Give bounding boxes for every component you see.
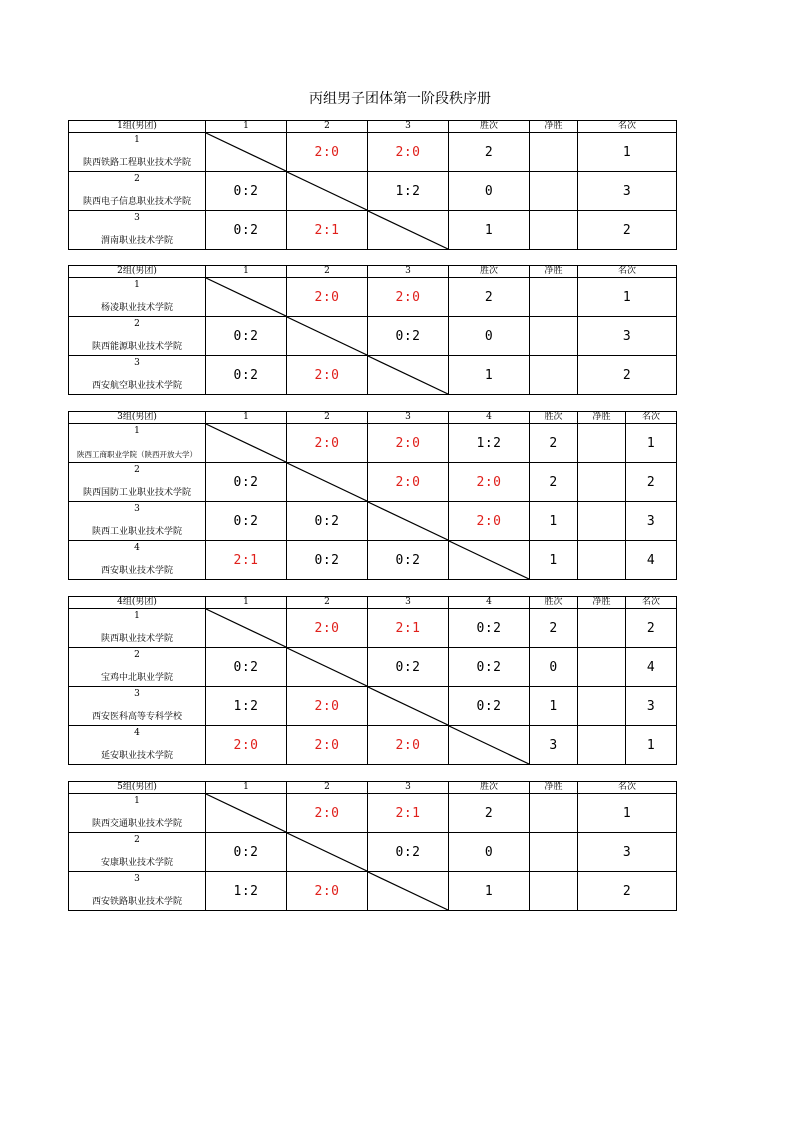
score-cell: 0:2	[206, 463, 287, 502]
diagonal-line	[206, 609, 286, 647]
group-header-row	[69, 121, 677, 133]
team-cell	[69, 463, 206, 502]
team-number: 2	[134, 835, 140, 845]
team-number: 2	[134, 465, 140, 475]
team-number: 1	[134, 280, 140, 290]
team-cell	[69, 541, 206, 580]
diagonal-line	[287, 463, 367, 501]
column-header: 2	[287, 266, 368, 278]
score-cell: 1:2	[206, 872, 287, 911]
group-table	[68, 781, 677, 911]
score-cell: 0:2	[206, 502, 287, 541]
team-cell	[69, 872, 206, 911]
column-header: 2	[287, 121, 368, 133]
diagonal-line	[368, 687, 448, 725]
rank-header: 名次	[578, 782, 677, 794]
team-cell	[69, 278, 206, 317]
wins-header: 胜次	[449, 266, 530, 278]
table-row	[69, 541, 677, 580]
score-cell: 0:2	[449, 609, 530, 648]
group-header-row	[69, 782, 677, 794]
rank-cell: 2	[578, 211, 677, 250]
team-cell	[69, 172, 206, 211]
rank-cell: 1	[626, 424, 677, 463]
score-cell: 2:0	[206, 726, 287, 765]
net-cell	[578, 609, 626, 648]
team-name: 宝鸡中北职业学院	[100, 673, 173, 683]
rank-cell: 3	[578, 172, 677, 211]
team-cell	[69, 609, 206, 648]
team-number: 4	[134, 543, 140, 553]
score-cell: 0:2	[368, 541, 449, 580]
rank-cell: 1	[578, 794, 677, 833]
wins-cell: 0	[449, 833, 530, 872]
column-header: 2	[287, 597, 368, 609]
score-cell: 2:0	[287, 794, 368, 833]
wins-header: 胜次	[449, 782, 530, 794]
table-row	[69, 687, 677, 726]
diagonal-cell	[287, 463, 368, 502]
team-cell	[69, 687, 206, 726]
group-label: 4组(男团)	[69, 597, 206, 609]
diagonal-line	[287, 833, 367, 871]
diagonal-cell	[206, 133, 287, 172]
score-cell: 0:2	[287, 541, 368, 580]
score-cell: 0:2	[449, 648, 530, 687]
team-cell	[69, 502, 206, 541]
rank-cell: 2	[626, 463, 677, 502]
diagonal-line	[368, 211, 448, 249]
column-header: 1	[206, 266, 287, 278]
score-cell: 2:0	[287, 278, 368, 317]
score-cell: 2:0	[287, 872, 368, 911]
table-row	[69, 463, 677, 502]
team-number: 2	[134, 650, 140, 660]
team-name: 延安职业技术学院	[100, 751, 173, 761]
net-cell	[578, 463, 626, 502]
team-number: 4	[134, 728, 140, 738]
table-row	[69, 172, 677, 211]
table-row	[69, 424, 677, 463]
team-number: 1	[134, 426, 140, 436]
group-label: 1组(男团)	[69, 121, 206, 133]
score-cell: 0:2	[206, 211, 287, 250]
team-number: 1	[134, 135, 140, 145]
column-header: 2	[287, 782, 368, 794]
net-cell	[530, 794, 578, 833]
score-cell: 2:0	[449, 502, 530, 541]
group-table	[68, 265, 677, 395]
team-number: 3	[134, 689, 140, 699]
wins-cell: 1	[449, 211, 530, 250]
team-number: 3	[134, 874, 140, 884]
table-row	[69, 872, 677, 911]
wins-header: 胜次	[530, 597, 578, 609]
net-cell	[578, 726, 626, 765]
rank-cell: 2	[578, 356, 677, 395]
diagonal-line	[368, 502, 448, 540]
score-cell: 2:1	[368, 794, 449, 833]
net-cell	[530, 133, 578, 172]
team-name: 西安职业技术学院	[100, 566, 173, 576]
team-number: 2	[134, 319, 140, 329]
column-header: 3	[368, 597, 449, 609]
wins-cell: 2	[530, 463, 578, 502]
score-cell: 1:2	[206, 687, 287, 726]
score-cell: 0:2	[368, 833, 449, 872]
net-cell	[578, 648, 626, 687]
score-cell: 2:1	[368, 609, 449, 648]
score-cell: 0:2	[449, 687, 530, 726]
wins-cell: 1	[530, 687, 578, 726]
rank-header: 名次	[626, 412, 677, 424]
team-name: 西安医科高等专科学校	[91, 712, 182, 722]
team-cell	[69, 356, 206, 395]
team-number: 1	[134, 611, 140, 621]
team-number: 2	[134, 174, 140, 184]
group-table	[68, 120, 677, 250]
group-label: 5组(男团)	[69, 782, 206, 794]
score-cell: 2:0	[287, 687, 368, 726]
rank-cell: 4	[626, 648, 677, 687]
column-header: 1	[206, 597, 287, 609]
score-cell: 2:0	[449, 463, 530, 502]
rank-cell: 3	[626, 502, 677, 541]
team-name: 杨凌职业技术学院	[100, 303, 173, 313]
net-cell	[530, 211, 578, 250]
rank-cell: 1	[578, 133, 677, 172]
rank-cell: 1	[578, 278, 677, 317]
diagonal-cell	[368, 502, 449, 541]
table-row	[69, 356, 677, 395]
wins-cell: 2	[449, 133, 530, 172]
diagonal-cell	[206, 794, 287, 833]
diagonal-line	[206, 133, 286, 171]
wins-cell: 1	[449, 872, 530, 911]
diagonal-cell	[368, 687, 449, 726]
score-cell: 2:0	[287, 424, 368, 463]
diagonal-cell	[368, 211, 449, 250]
diagonal-cell	[206, 278, 287, 317]
score-cell: 1:2	[368, 172, 449, 211]
diagonal-line	[368, 356, 448, 394]
rank-cell: 2	[578, 872, 677, 911]
group-header-row	[69, 597, 677, 609]
wins-cell: 2	[530, 609, 578, 648]
team-name: 渭南职业技术学院	[100, 236, 173, 246]
group-label: 2组(男团)	[69, 266, 206, 278]
net-cell	[530, 317, 578, 356]
team-number: 3	[134, 358, 140, 368]
net-header: 净胜	[578, 597, 626, 609]
score-cell: 2:0	[368, 726, 449, 765]
table-row	[69, 133, 677, 172]
diagonal-line	[449, 726, 529, 764]
column-header: 1	[206, 782, 287, 794]
column-header: 1	[206, 412, 287, 424]
rank-cell: 3	[626, 687, 677, 726]
score-cell: 0:2	[206, 356, 287, 395]
team-name: 陕西工业职业技术学院	[91, 527, 182, 537]
wins-cell: 2	[449, 278, 530, 317]
score-cell: 2:0	[287, 609, 368, 648]
table-row	[69, 726, 677, 765]
rank-header: 名次	[626, 597, 677, 609]
table-row	[69, 502, 677, 541]
rank-cell: 4	[626, 541, 677, 580]
diagonal-cell	[287, 317, 368, 356]
group-header-row	[69, 412, 677, 424]
diagonal-line	[206, 424, 286, 462]
net-header: 净胜	[530, 266, 578, 278]
wins-cell: 0	[530, 648, 578, 687]
net-cell	[530, 356, 578, 395]
wins-header: 胜次	[530, 412, 578, 424]
net-cell	[578, 687, 626, 726]
score-cell: 0:2	[287, 502, 368, 541]
diagonal-line	[206, 278, 286, 316]
column-header: 1	[206, 121, 287, 133]
diagonal-cell	[449, 541, 530, 580]
team-number: 3	[134, 504, 140, 514]
team-cell	[69, 794, 206, 833]
score-cell: 2:0	[368, 278, 449, 317]
diagonal-cell	[287, 172, 368, 211]
score-cell: 2:0	[287, 356, 368, 395]
diagonal-line	[449, 541, 529, 579]
column-header: 3	[368, 266, 449, 278]
team-cell	[69, 424, 206, 463]
diagonal-cell	[287, 648, 368, 687]
score-cell: 0:2	[206, 172, 287, 211]
net-cell	[530, 172, 578, 211]
table-row	[69, 648, 677, 687]
table-row	[69, 609, 677, 648]
wins-cell: 0	[449, 317, 530, 356]
wins-header: 胜次	[449, 121, 530, 133]
team-cell	[69, 211, 206, 250]
score-cell: 1:2	[449, 424, 530, 463]
column-header: 2	[287, 412, 368, 424]
diagonal-cell	[368, 356, 449, 395]
diagonal-cell	[287, 833, 368, 872]
net-header: 净胜	[530, 782, 578, 794]
team-name: 西安铁路职业技术学院	[91, 897, 182, 907]
rank-cell: 1	[626, 726, 677, 765]
team-number: 3	[134, 213, 140, 223]
rank-header: 名次	[578, 121, 677, 133]
net-header: 净胜	[530, 121, 578, 133]
team-name: 陕西职业技术学院	[100, 634, 173, 644]
team-cell	[69, 133, 206, 172]
column-header: 3	[368, 412, 449, 424]
diagonal-line	[206, 794, 286, 832]
wins-cell: 3	[530, 726, 578, 765]
table-row	[69, 794, 677, 833]
column-header: 3	[368, 782, 449, 794]
group-label: 3组(男团)	[69, 412, 206, 424]
wins-cell: 0	[449, 172, 530, 211]
table-row	[69, 317, 677, 356]
net-cell	[578, 541, 626, 580]
score-cell: 0:2	[368, 648, 449, 687]
team-name: 安康职业技术学院	[100, 858, 173, 868]
score-cell: 0:2	[206, 317, 287, 356]
wins-cell: 1	[530, 541, 578, 580]
score-cell: 0:2	[206, 833, 287, 872]
diagonal-cell	[449, 726, 530, 765]
diagonal-line	[287, 317, 367, 355]
table-row	[69, 211, 677, 250]
wins-cell: 2	[449, 794, 530, 833]
net-cell	[578, 502, 626, 541]
team-name: 陕西交通职业技术学院	[91, 819, 182, 829]
team-name: 陕西能源职业技术学院	[91, 342, 182, 352]
column-header: 4	[449, 597, 530, 609]
rank-cell: 2	[626, 609, 677, 648]
team-cell	[69, 317, 206, 356]
team-name: 陕西国防工业职业技术学院	[82, 488, 191, 498]
score-cell: 0:2	[368, 317, 449, 356]
score-cell: 2:0	[287, 726, 368, 765]
net-cell	[530, 833, 578, 872]
rank-cell: 3	[578, 317, 677, 356]
diagonal-line	[368, 872, 448, 910]
team-cell	[69, 833, 206, 872]
team-name: 陕西铁路工程职业技术学院	[82, 158, 191, 168]
team-name: 陕西电子信息职业技术学院	[82, 197, 191, 207]
score-cell: 2:0	[368, 463, 449, 502]
net-cell	[530, 278, 578, 317]
team-cell	[69, 726, 206, 765]
score-cell: 2:0	[368, 424, 449, 463]
diagonal-cell	[206, 609, 287, 648]
net-header: 净胜	[578, 412, 626, 424]
team-name: 西安航空职业技术学院	[91, 381, 182, 391]
score-cell: 2:0	[368, 133, 449, 172]
score-cell: 0:2	[206, 648, 287, 687]
diagonal-line	[287, 172, 367, 210]
net-cell	[530, 872, 578, 911]
wins-cell: 1	[449, 356, 530, 395]
column-header: 3	[368, 121, 449, 133]
table-row	[69, 278, 677, 317]
team-cell	[69, 648, 206, 687]
diagonal-line	[287, 648, 367, 686]
net-cell	[578, 424, 626, 463]
group-table	[68, 596, 677, 765]
rank-cell: 3	[578, 833, 677, 872]
group-header-row	[69, 266, 677, 278]
group-table	[68, 411, 677, 580]
score-cell: 2:0	[287, 133, 368, 172]
diagonal-cell	[206, 424, 287, 463]
page-title: 丙组男子团体第一阶段秩序册	[309, 91, 491, 107]
rank-header: 名次	[578, 266, 677, 278]
column-header: 4	[449, 412, 530, 424]
score-cell: 2:1	[206, 541, 287, 580]
wins-cell: 2	[530, 424, 578, 463]
score-cell: 2:1	[287, 211, 368, 250]
team-name: 陕西工商职业学院（陕西开放大学）	[77, 450, 197, 459]
wins-cell: 1	[530, 502, 578, 541]
team-number: 1	[134, 796, 140, 806]
table-row	[69, 833, 677, 872]
diagonal-cell	[368, 872, 449, 911]
